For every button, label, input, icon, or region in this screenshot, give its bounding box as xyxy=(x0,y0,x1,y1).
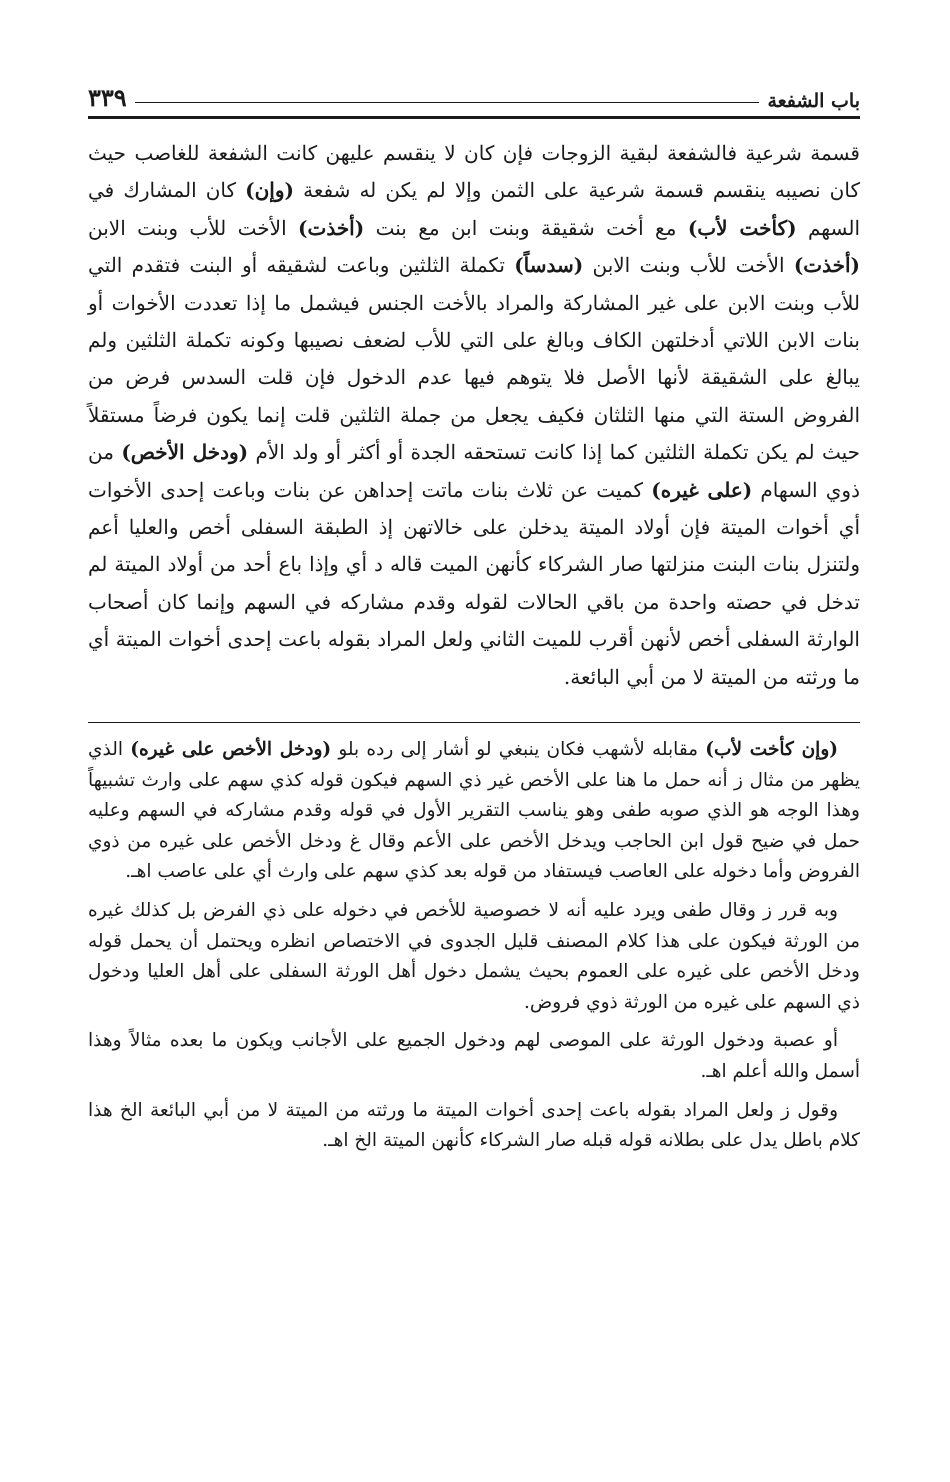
footnote-paragraph: وبه قرر ز وقال طفى ويرد عليه أنه لا خصوصية للأخص في دخوله على ذي الفرض بل كذلك غيره من الورثة فيكون على هذا كلام المصنف قليل الجدوى في الاختصاص انظره ويحتمل أن يحمل قوله ودخل الأخص على غيره على العموم بحيث يشمل دخول أهل الورثة السفلى على أهل العليا ودخول ذي السهم على غيره من الورثة ذوي فروض. xyxy=(88,900,860,1013)
matn-quote: (أخذت) xyxy=(298,215,365,240)
page-header xyxy=(88,74,860,112)
header-rule xyxy=(88,116,860,119)
matn-quote: (ودخل الأخص) xyxy=(121,440,249,465)
chapter-title: باب الشفعة xyxy=(767,90,860,112)
footnote-paragraph: أو عصبة ودخول الورثة على الموصى لهم ودخول الجميع على الأجانب ويكون ما بعده مثالاً وهذا أسمل والله أعلم اهـ. xyxy=(88,1030,860,1083)
matn-quote: (وإن كأخت لأب) xyxy=(705,739,839,761)
matn-quote: (كأخت لأب) xyxy=(687,215,797,240)
main-paragraph xyxy=(88,135,860,696)
text-run: كميت عن ثلاث بنات ماتت إحداهن عن بنات وباعت إحدى الأخوات أي أخوات الميتة فإن أولاد الميتة يدخلن على خالاتهن إذ الطبقة السفلى أخص والعليا أعم ولتنزل بنات البنت منزلتها صار الشركاء كأنهن الميت قاله د أي وإذا باع أحد من أولاد الميتة لم تدخل في حصته واحدة من باقي الحالات لقوله وقدم مشاركه في السهم وإنما كان أصحاب الوارثة السفلى أخص لأنهن أقرب للميت الثاني ولعل المراد بقوله باعت إحدى أخوات الميتة أي ما ورثته من الميتة لا من أبي البائعة. xyxy=(88,477,860,689)
matn-quote: (أخذت) xyxy=(793,253,861,278)
page-number: ٣٣٩ xyxy=(88,83,127,112)
matn-quote: (ودخل الأخص على غيره) xyxy=(130,739,332,761)
text-run: تكملة الثلثين وباعت لشقيقه أو البنت فتقدم التي للأب وبنت الابن على غير المشاركة والمراد بالأخت الجنس فيشمل ما إذا تعددت الأخوات أو بنات الابن اللاتي أدخلتهن الكاف وبالغ على التي للأب لضعف نصيبها وكونه تكملة الثلثين ولم يبالغ على الشقيقة لأنها الأصل فلا يتوهم فيها عدم الدخول فإن قلت السدس فرض من الفروض الستة التي منها الثلثان فكيف يجعل من جملة الثلثين قلت إنما يكون فرضاً مستقلاً حيث لم يكن تكملة الثلثين كما إذا كانت تستحقه الجدة أو أكثر أو ولد الأم xyxy=(88,253,860,465)
text-run: كان المشارك في السهم xyxy=(88,178,861,240)
header-line xyxy=(135,102,760,103)
matn-quote: (سدساً) xyxy=(514,253,584,278)
footnote-paragraph xyxy=(88,735,860,888)
text-run: من ذوي السهام xyxy=(88,440,860,502)
main-text xyxy=(88,135,860,696)
text-run: الأخت للأب وبنت الابن xyxy=(583,253,794,278)
matn-quote: (وإن) xyxy=(245,178,294,203)
text-run: مقابله لأشهب فكان ينبغي لو أشار إلى رده بلو xyxy=(331,739,706,761)
text-run: الأخت للأب وبنت الابن xyxy=(88,215,299,240)
book-page xyxy=(88,74,860,1165)
footnote-paragraph: وقول ز ولعل المراد بقوله باعت إحدى أخوات الميتة ما ورثته من الميتة لا من أبي البائعة الخ هذا كلام باطل يدل على بطلانه قوله قبله صار الشركاء كأنهن الميتة الخ اهـ. xyxy=(88,1099,860,1152)
matn-quote: (على غيره) xyxy=(651,477,753,502)
text-run: الذي يظهر من مثال ز أنه حمل ما هنا على الأخص غير ذي السهم فيكون قوله كذي سهم على وارث تشبيهاً وهذا الوجه هو الذي صوبه طفى وهو يناسب التقرير الأول في قوله وقدم مشاركه في السهم وعليه حمل في ضيح قول ابن الحاجب ويدخل الأخص على الأعم وقال غ ودخل الأخص على غيره من ذوي الفروض وأما دخوله على العاصب فيستفاد من قوله بعد كذي سهم على وارث أي على عاصب اهـ. xyxy=(88,739,860,883)
footnotes xyxy=(88,735,860,1157)
footnote-divider xyxy=(88,722,860,723)
text-run: قسمة شرعية فالشفعة لبقية الزوجات فإن كان لا ينقسم عليهن كانت الشفعة للغاصب حيث كان نصيبه ينقسم قسمة شرعية على الثمن وإلا لم يكن له شفعة xyxy=(88,141,860,203)
text-run: مع أخت شقيقة وبنت ابن مع بنت xyxy=(364,215,688,240)
